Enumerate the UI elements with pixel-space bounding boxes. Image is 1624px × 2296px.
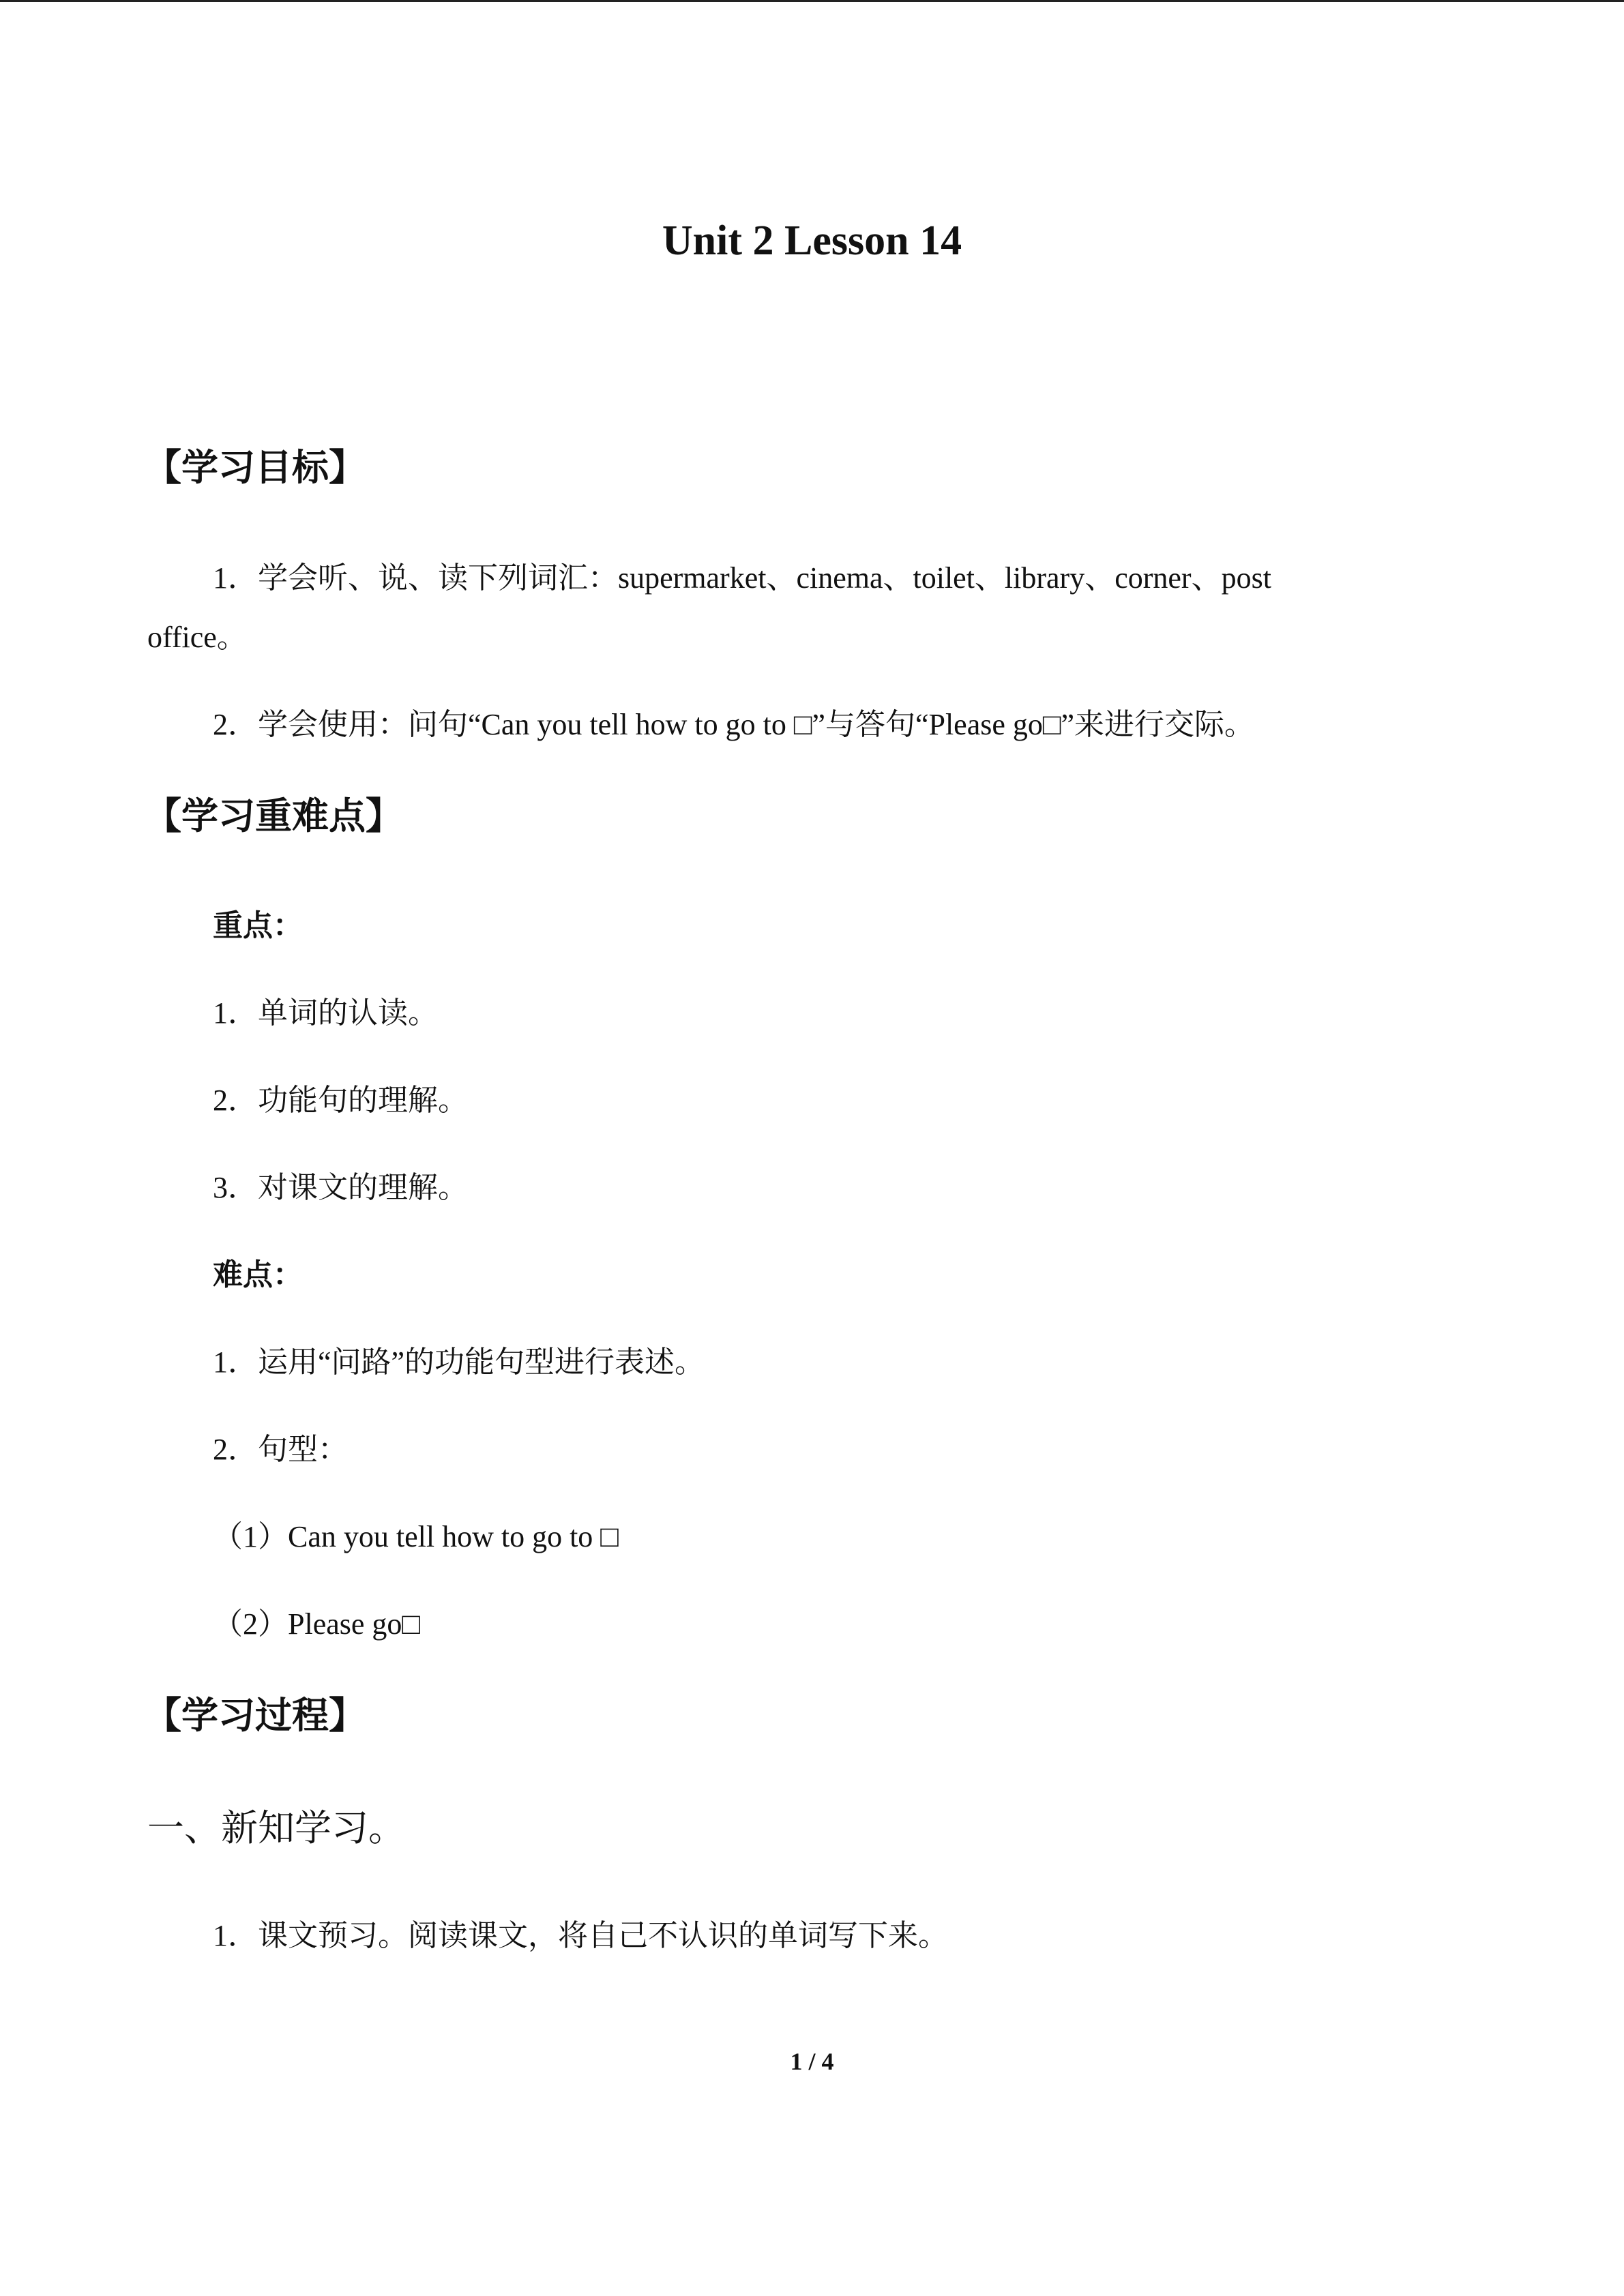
part-1-item-1: 1．课文预习。阅读课文，将自己不认识的单词写下来。 [213, 1919, 948, 1952]
document-title: Unit 2 Lesson 14 [662, 218, 962, 264]
goal-item-1-line-1: 1．学会听、说、读下列词汇：supermarket、cinema、toilet、library、corner、post [213, 561, 1271, 595]
difficulty-item: 1．运用“问路”的功能句型进行表述。 [213, 1345, 705, 1379]
heading-key-points: 【学习重难点】 [145, 796, 402, 837]
focus-item: 2．功能句的理解。 [213, 1084, 468, 1117]
page-number: 1 / 4 [790, 2048, 834, 2075]
focus-item: 1．单词的认读。 [213, 996, 438, 1030]
difficulty-item: 2．句型： [213, 1433, 348, 1466]
difficulty-item: （2）Please go□ [213, 1607, 420, 1641]
heading-learning-goals: 【学习目标】 [145, 447, 366, 488]
focus-label: 重点： [213, 909, 303, 942]
part-1-title: 一、新知学习。 [147, 1808, 405, 1849]
goal-item-2: 2．学会使用：问句“Can you tell how to go to □”与答句“Please go□”来进行交际。 [213, 708, 1254, 741]
difficulty-item: （1）Can you tell how to go to □ [213, 1520, 619, 1553]
focus-item: 3．对课文的理解。 [213, 1171, 468, 1204]
heading-learning-process: 【学习过程】 [145, 1695, 366, 1736]
goal-item-1-line-2: office。 [147, 621, 247, 654]
difficulty-label: 难点： [213, 1258, 303, 1292]
